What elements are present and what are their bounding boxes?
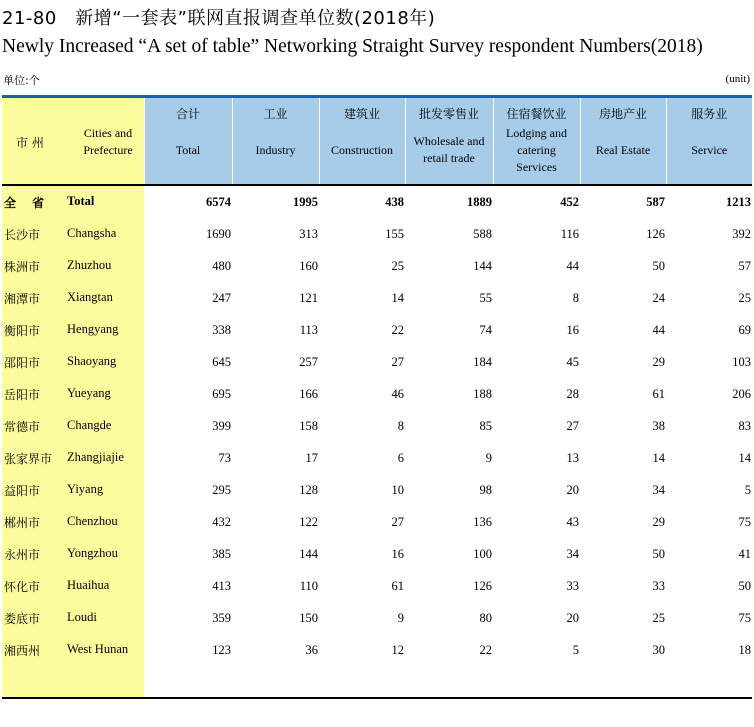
table-row (2, 602, 752, 634)
value-industry: 160 (299, 258, 318, 273)
city-name-english: Loudi (67, 610, 97, 624)
value-real-estate: 29 (652, 514, 665, 529)
value-total: 413 (212, 578, 231, 593)
value-real-estate: 30 (652, 642, 665, 657)
spacer-cell (232, 666, 319, 698)
value-total: 123 (212, 642, 231, 657)
value-construction: 8 (397, 418, 404, 433)
value-industry: 110 (299, 578, 318, 593)
spacer-cell (319, 666, 405, 698)
spacer-cell (405, 666, 493, 698)
city-name-chinese: 岳阳市 (4, 388, 41, 402)
city-cell (2, 506, 144, 538)
header-city-cell (2, 97, 144, 186)
city-cell (2, 250, 144, 282)
value-construction: 25 (391, 258, 404, 273)
value-total: 73 (218, 450, 231, 465)
value-wholesale: 22 (479, 642, 492, 657)
value-total: 645 (212, 354, 231, 369)
value-real-estate: 14 (652, 450, 665, 465)
value-construction: 9 (397, 610, 404, 625)
spacer-cell (580, 666, 666, 698)
city-name-english: West Hunan (67, 642, 129, 656)
header-label-chinese: 合计 (175, 107, 200, 121)
city-name-english: Shaoyang (67, 354, 117, 368)
city-name-english: Hengyang (67, 322, 119, 336)
value-wholesale: 80 (479, 610, 492, 625)
value-total: 399 (212, 418, 231, 433)
value-construction: 16 (391, 546, 404, 561)
city-cell (2, 378, 144, 410)
header-lodging-cell (493, 97, 580, 186)
value-industry: 121 (299, 290, 318, 305)
city-name-chinese: 长沙市 (4, 228, 41, 242)
value-industry: 158 (299, 418, 318, 433)
value-service: 206 (732, 386, 751, 401)
city-name-english: Huaihua (67, 578, 110, 592)
value-total: 295 (212, 482, 231, 497)
value-construction: 27 (391, 354, 404, 369)
value-lodging: 452 (560, 194, 579, 209)
table-row (2, 346, 752, 378)
value-total: 385 (212, 546, 231, 561)
city-name-english: Total (67, 194, 95, 208)
value-total: 695 (212, 386, 231, 401)
value-real-estate: 44 (652, 322, 665, 337)
city-name-chinese: 怀化市 (4, 580, 41, 594)
value-service: 5 (744, 482, 751, 497)
value-wholesale: 9 (485, 450, 492, 465)
value-real-estate: 587 (646, 194, 665, 209)
value-wholesale: 98 (479, 482, 492, 497)
value-lodging: 20 (566, 482, 579, 497)
city-cell (2, 218, 144, 250)
value-industry: 313 (299, 226, 318, 241)
value-industry: 17 (305, 450, 318, 465)
value-service: 41 (738, 546, 751, 561)
value-lodging: 8 (572, 290, 579, 305)
header-total-cell (144, 97, 232, 186)
value-wholesale: 74 (479, 322, 492, 337)
city-name-english: Changde (67, 418, 112, 432)
table-row (2, 218, 752, 250)
value-industry: 150 (299, 610, 318, 625)
table-spacer-row (2, 666, 752, 698)
city-cell (2, 346, 144, 378)
table-header-row (2, 97, 752, 186)
value-total: 359 (212, 610, 231, 625)
header-city-label-chinese: 市 州 (16, 136, 44, 150)
city-cell (2, 410, 144, 442)
city-name-chinese: 湘西州 (4, 644, 41, 658)
value-service: 25 (738, 290, 751, 305)
value-service: 50 (738, 578, 751, 593)
value-lodging: 13 (566, 450, 579, 465)
value-total: 1690 (206, 226, 231, 241)
header-label-chinese: 住宿餐饮业 (506, 107, 567, 121)
value-wholesale: 55 (479, 290, 492, 305)
city-cell (2, 282, 144, 314)
header-city-label-english: Cities and Prefecture (83, 126, 133, 157)
value-wholesale: 588 (473, 226, 492, 241)
city-name-chinese: 永州市 (4, 548, 41, 562)
value-construction: 10 (391, 482, 404, 497)
value-lodging: 45 (566, 354, 579, 369)
table-row (2, 538, 752, 570)
header-label-chinese: 建筑业 (343, 107, 380, 121)
city-name-chinese: 常德市 (4, 420, 41, 434)
header-real-estate-cell (580, 97, 666, 186)
value-construction: 6 (397, 450, 404, 465)
value-wholesale: 1889 (467, 194, 492, 209)
value-construction: 438 (385, 194, 404, 209)
table-row (2, 442, 752, 474)
header-label-english: Construction (331, 142, 393, 157)
value-lodging: 44 (566, 258, 579, 273)
value-total: 432 (212, 514, 231, 529)
table-title-chinese: 21-80 新增“一套表”联网直报调查单位数(2018年) (2, 8, 436, 29)
spacer-cell (144, 666, 232, 698)
value-industry: 144 (299, 546, 318, 561)
spacer-cell (666, 666, 752, 698)
value-service: 57 (738, 258, 751, 273)
value-real-estate: 61 (652, 386, 665, 401)
value-total: 480 (212, 258, 231, 273)
value-lodging: 20 (566, 610, 579, 625)
statistics-table (2, 95, 752, 699)
header-label-english: Real Estate (595, 142, 651, 157)
city-name-chinese: 郴州市 (4, 516, 41, 530)
header-label-chinese: 工业 (263, 107, 288, 121)
value-service: 75 (738, 514, 751, 529)
header-label-english: Industry (255, 142, 296, 157)
city-name-chinese: 衡阳市 (4, 324, 41, 338)
city-name-english: Zhangjiajie (67, 450, 124, 464)
value-industry: 166 (299, 386, 318, 401)
unit-label-english: (unit) (725, 73, 750, 85)
header-label-english: Lodging and catering Services (506, 125, 567, 174)
table-row (2, 634, 752, 666)
value-construction: 14 (391, 290, 404, 305)
value-wholesale: 136 (473, 514, 492, 529)
header-label-chinese: 房地产业 (598, 107, 647, 121)
value-service: 14 (738, 450, 751, 465)
value-lodging: 27 (566, 418, 579, 433)
header-label-chinese: 批发零售业 (418, 107, 479, 121)
table-body (2, 185, 752, 698)
table-row-total (2, 185, 752, 218)
value-industry: 113 (299, 322, 318, 337)
header-wholesale-cell (405, 97, 493, 186)
value-total: 338 (212, 322, 231, 337)
table-row (2, 570, 752, 602)
value-lodging: 16 (566, 322, 579, 337)
city-cell (2, 602, 144, 634)
header-label-english: Wholesale and retail trade (413, 134, 485, 165)
header-label-chinese: 服务业 (691, 107, 728, 121)
value-real-estate: 126 (646, 226, 665, 241)
value-service: 69 (738, 322, 751, 337)
value-total: 247 (212, 290, 231, 305)
table-title-english: Newly Increased “A set of table” Networking Straight Survey respondent Numbers(2018) (2, 36, 703, 57)
value-lodging: 116 (560, 226, 579, 241)
city-name-chinese: 全 省 (4, 196, 51, 210)
value-real-estate: 50 (652, 258, 665, 273)
value-service: 75 (738, 610, 751, 625)
value-industry: 128 (299, 482, 318, 497)
city-name-chinese: 邵阳市 (4, 356, 41, 370)
value-lodging: 43 (566, 514, 579, 529)
value-real-estate: 24 (652, 290, 665, 305)
city-name-english: Yiyang (67, 482, 104, 496)
value-real-estate: 34 (652, 482, 665, 497)
value-wholesale: 188 (473, 386, 492, 401)
value-wholesale: 184 (473, 354, 492, 369)
city-name-english: Xiangtan (67, 290, 113, 304)
value-construction: 61 (391, 578, 404, 593)
table-row (2, 474, 752, 506)
header-industry-cell (232, 97, 319, 186)
value-construction: 22 (391, 322, 404, 337)
table-row (2, 506, 752, 538)
value-industry: 257 (299, 354, 318, 369)
value-total: 6574 (206, 194, 231, 209)
city-cell (2, 570, 144, 602)
table-row (2, 410, 752, 442)
city-name-english: Zhuzhou (67, 258, 112, 272)
city-cell (2, 314, 144, 346)
city-name-english: Chenzhou (67, 514, 118, 528)
header-service-cell (666, 97, 752, 186)
value-service: 83 (738, 418, 751, 433)
value-real-estate: 33 (652, 578, 665, 593)
value-lodging: 34 (566, 546, 579, 561)
value-industry: 122 (299, 514, 318, 529)
header-construction-cell (319, 97, 405, 186)
city-name-english: Changsha (67, 226, 117, 240)
table-row (2, 250, 752, 282)
city-cell (2, 185, 144, 218)
value-industry: 1995 (293, 194, 318, 209)
city-name-english: Yueyang (67, 386, 111, 400)
spacer-cell (2, 666, 144, 698)
city-name-chinese: 张家界市 (4, 452, 53, 466)
city-cell (2, 538, 144, 570)
value-lodging: 28 (566, 386, 579, 401)
table-row (2, 314, 752, 346)
city-name-chinese: 娄底市 (4, 612, 41, 626)
city-cell (2, 634, 144, 666)
value-wholesale: 100 (473, 546, 492, 561)
table-row (2, 378, 752, 410)
header-label-english: Total (175, 142, 201, 157)
value-real-estate: 29 (652, 354, 665, 369)
header-label-english: Service (691, 142, 728, 157)
spacer-cell (493, 666, 580, 698)
table-row (2, 282, 752, 314)
value-wholesale: 85 (479, 418, 492, 433)
unit-label-chinese: 单位:个 (3, 74, 40, 87)
value-service: 103 (732, 354, 751, 369)
value-real-estate: 50 (652, 546, 665, 561)
value-service: 392 (732, 226, 751, 241)
city-cell (2, 442, 144, 474)
value-service: 1213 (726, 194, 751, 209)
city-cell (2, 474, 144, 506)
city-name-chinese: 株洲市 (4, 260, 41, 274)
city-name-english: Yongzhou (67, 546, 118, 560)
value-construction: 46 (391, 386, 404, 401)
value-industry: 36 (305, 642, 318, 657)
value-wholesale: 144 (473, 258, 492, 273)
value-construction: 12 (391, 642, 404, 657)
value-real-estate: 38 (652, 418, 665, 433)
value-lodging: 5 (572, 642, 579, 657)
value-lodging: 33 (566, 578, 579, 593)
city-name-chinese: 益阳市 (4, 484, 41, 498)
value-service: 18 (738, 642, 751, 657)
value-real-estate: 25 (652, 610, 665, 625)
value-construction: 155 (385, 226, 404, 241)
value-construction: 27 (391, 514, 404, 529)
value-wholesale: 126 (473, 578, 492, 593)
city-name-chinese: 湘潭市 (4, 292, 41, 306)
